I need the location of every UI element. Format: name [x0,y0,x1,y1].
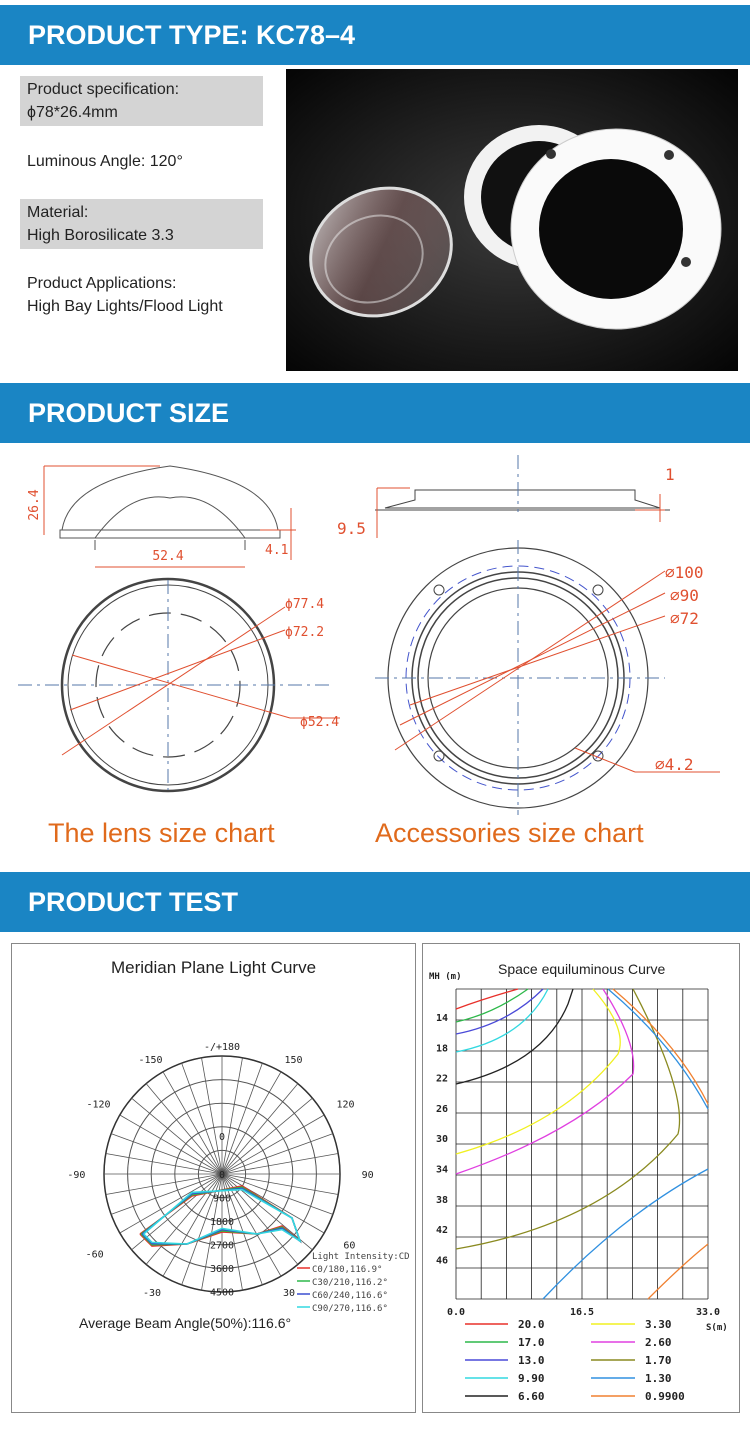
isolux-legend-label: 13.0 [518,1354,545,1367]
isolux-y-tick: 22 [436,1073,449,1085]
applications [27,272,223,318]
isolux-contour [456,989,543,1034]
product-test-banner: PRODUCT TEST [0,872,750,932]
polar-angle-label: -/+180 [203,1042,241,1053]
spec-box [20,76,263,126]
polar-radial-label: 2700 [209,1240,235,1252]
isolux-y-label: MH (m) [429,972,462,982]
isolux-chart-panel [422,943,740,1413]
isolux-chart [423,944,739,1412]
isolux-y-tick: 46 [436,1255,449,1267]
isolux-contour [648,1244,708,1299]
lens-edge-label: 4.1 [265,543,289,558]
polar-angle-label: 0 [218,1132,226,1143]
polar-radial-label: 3600 [209,1264,235,1275]
polar-legend-label: C0/180,116.9° [312,1265,383,1275]
accessories-size-drawing [335,450,747,820]
lens-d1-label: ϕ77.4 [285,597,325,612]
polar-angle-label: -60 [85,1249,104,1261]
polar-angle-label: -150 [138,1054,163,1066]
polar-footer: Average Beam Angle(50%):116.6° [79,1315,292,1331]
polar-radial-label: 0 [218,1170,226,1181]
material-box [20,199,263,249]
lens-width-label: 52.4 [152,549,184,564]
isolux-legend-label: 9.90 [518,1372,545,1385]
polar-radial-label: 4500 [209,1287,235,1299]
product-type-banner: PRODUCT TYPE: KC78–4 [0,5,750,65]
polar-angle-label: 150 [284,1054,303,1066]
acc-d4-label: ⌀4.2 [655,755,694,774]
polar-title: Meridian Plane Light Curve [110,958,317,977]
accessories-caption: Accessories size chart [375,818,644,848]
isolux-y-tick: 38 [436,1194,449,1206]
lens-caption: The lens size chart [48,818,275,848]
isolux-x-label: S(m) [706,1323,728,1333]
polar-chart-panel [11,943,416,1413]
spec-label: Product specification: [27,81,180,98]
polar-radial-label: 1800 [209,1217,235,1228]
acc-d2-label: ⌀90 [670,586,699,605]
polar-angle-label: -30 [142,1288,162,1299]
isolux-x-tick: 16.5 [569,1307,595,1318]
isolux-legend-label: 17.0 [518,1336,545,1349]
spec-value: ϕ78*26.4mm [27,104,118,121]
isolux-legend-label: 20.0 [518,1318,545,1331]
product-photo [286,69,738,371]
isolux-x-tick: 33.0 [695,1307,721,1318]
isolux-contour [456,989,680,1249]
large-ring [511,129,721,329]
polar-angle-label: 30 [282,1288,296,1299]
polar-radial-label: 900 [212,1193,232,1205]
isolux-y-tick: 26 [436,1103,449,1115]
isolux-contour [456,989,548,1052]
applications-label: Product Applications: [27,275,177,292]
lens-size-drawing [0,450,370,820]
lens-height-label: 26.4 [27,489,42,521]
luminous-angle: Luminous Angle: 120° [27,153,183,170]
polar-angle-label: -120 [86,1099,111,1111]
polar-angle-label: 90 [361,1170,374,1181]
lens-d3-label: ϕ52.4 [300,715,340,730]
polar-angle-label: 120 [336,1099,355,1111]
isolux-contour [543,1169,708,1299]
isolux-y-tick: 34 [436,1164,449,1176]
isolux-legend-label: 3.30 [645,1318,672,1331]
acc-height-label: 9.5 [337,519,366,538]
isolux-contour [456,989,620,1154]
product-size-banner: PRODUCT SIZE [0,383,750,443]
acc-thickness-label: 1 [665,465,675,484]
polar-chart [12,944,415,1412]
polar-legend-label: C60/240,116.6° [312,1291,388,1301]
isolux-legend-label: 2.60 [645,1336,672,1349]
acc-d3-label: ⌀72 [670,609,699,628]
isolux-contour [456,989,518,1009]
isolux-legend-label: 6.60 [518,1390,545,1403]
isolux-legend-label: 1.70 [645,1354,672,1367]
acc-d1-label: ⌀100 [665,563,704,582]
polar-legend-label: C90/270,116.6° [312,1304,388,1314]
isolux-y-tick: 14 [436,1013,449,1024]
isolux-legend-label: 1.30 [645,1372,672,1385]
polar-angle-label: 60 [343,1240,356,1252]
polar-angle-label: -90 [67,1170,86,1181]
isolux-y-tick: 18 [436,1043,449,1055]
isolux-y-tick: 30 [436,1134,449,1146]
isolux-y-tick: 42 [436,1225,449,1237]
applications-value: High Bay Lights/Flood Light [27,298,223,315]
isolux-legend-label: 0.9900 [645,1390,685,1403]
material-value: High Borosilicate 3.3 [27,227,174,244]
polar-legend-label: C30/210,116.2° [312,1278,388,1288]
lens-d2-label: ϕ72.2 [285,625,325,640]
material-label: Material: [27,204,89,221]
isolux-title: Space equiluminous Curve [498,961,666,977]
polar-legend-title: Light Intensity:CD [312,1252,410,1262]
isolux-x-tick: 0.0 [446,1307,466,1318]
